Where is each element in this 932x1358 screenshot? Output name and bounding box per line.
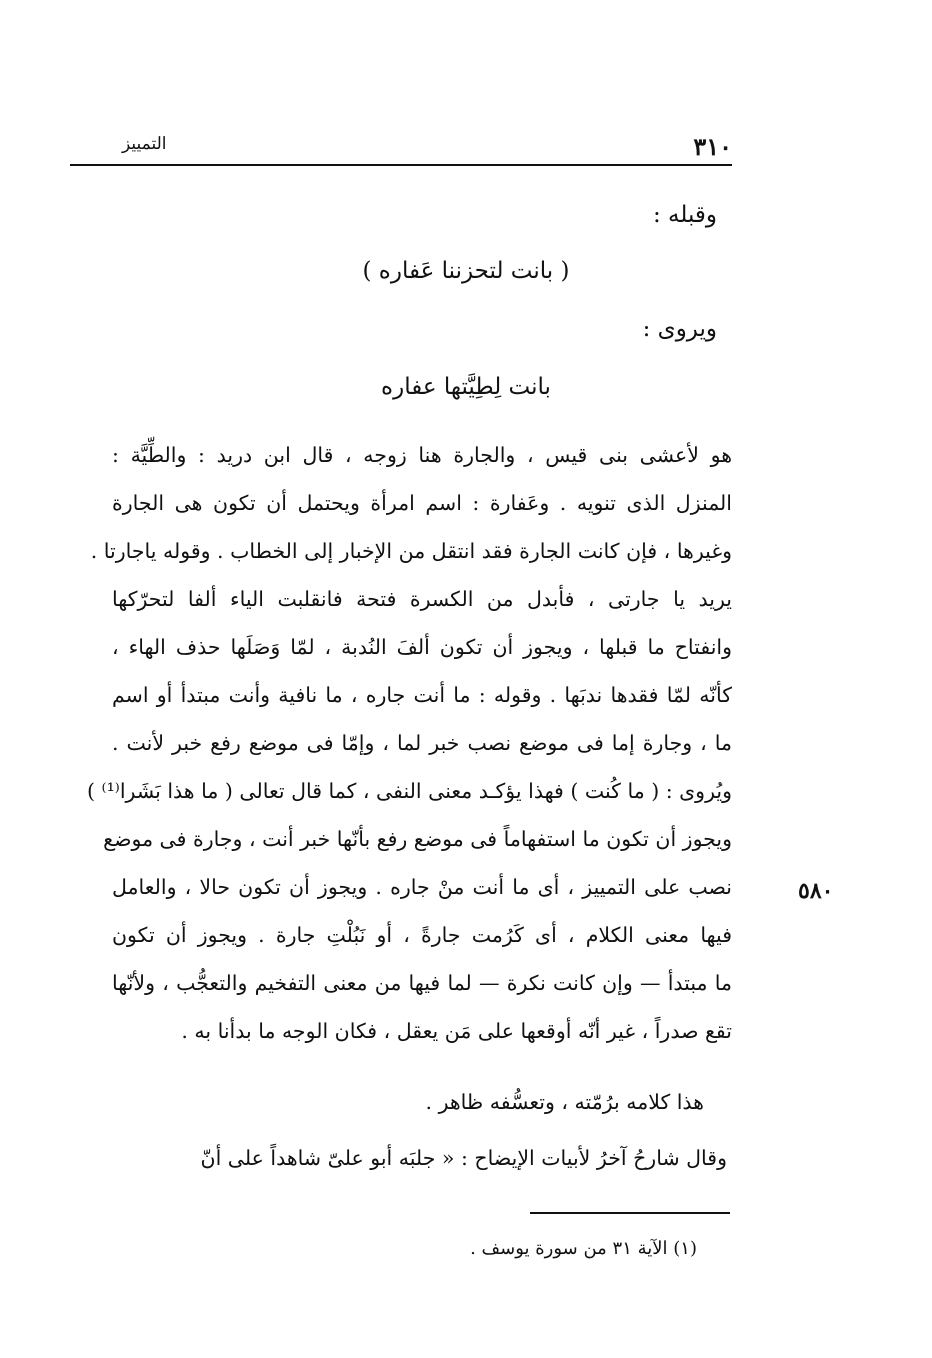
footnote-rule [530, 1212, 730, 1214]
margin-reference-number: ٥٨٠ [798, 878, 834, 904]
closing-remark: هذا كلامه برُمّته ، وتعسُّفه ظاهر . [425, 1090, 704, 1114]
paragraph-line: يريد يا جارتى ، فأبدل من الكسرة فتحة فانقلبت الياء ألفا لتحرّكها [112, 587, 732, 611]
page-number: ٣١٠ [693, 132, 732, 161]
paragraph-line: وغيرها ، فإن كانت الجارة فقد انتقل من الإخبار إلى الخطاب . وقوله ياجارتا . [90, 539, 732, 563]
paragraph-line: تقع صدراً ، غير أنّه أوقعها على مَن يعقل ، فكان الوجه ما بدأنا به . [181, 1019, 732, 1043]
paragraph-line: هو لأعشى بنى قيس ، والجارة هنا زوجه ، قال ابن دريد : والطِّيَّة : [112, 443, 732, 467]
paragraph-line: المنزل الذى تنويه . وعَفارة : اسم امرأة ويحتمل أن تكون هى الجارة [112, 491, 732, 515]
paragraph-line: ويجوز أن تكون ما استفهاماً فى موضع رفع بأنّها خبر أنت ، وجارة فى موضع [103, 827, 732, 851]
paragraph-line: وانفتاح ما قبلها ، ويجوز أن تكون ألفَ النُدبة ، لمّا وَصَلَها حذف الهاء ، [112, 635, 732, 659]
intro-before: وقبله : [652, 202, 717, 228]
running-title: التمييز [122, 134, 167, 154]
paragraph-line: ما ، وجارة إما فى موضع نصب خبر لما ، وإمّا فى موضع رفع خبر لأنت . [112, 731, 732, 755]
continuation-line: وقال شارحُ آخرُ لأبيات الإيضاح : « جلبَه أبو علىّ شاهداً على أنّ [200, 1146, 727, 1170]
paragraph-line: ويُروى : ( ما كُنت ) فهذا يؤكـد معنى النفى ، كما قال تعالى ( ما هذا بَشَرا⁽¹⁾ ) [87, 779, 732, 803]
footnote: (١) الآية ٣١ من سورة يوسف . [470, 1238, 697, 1259]
header-rule [70, 164, 732, 166]
verse-line-1: ( بانت لتحزننا عَفاره ) [362, 258, 570, 284]
paragraph-line: نصب على التمييز ، أى ما أنت منْ جاره . ويجوز أن تكون حالا ، والعامل [112, 875, 732, 899]
paragraph-line: فيها معنى الكلام ، أى كَرُمت جارةً ، أو نَبُلْتِ جارة . ويجوز أن تكون [112, 923, 732, 947]
page-header [70, 132, 732, 162]
paragraph-line: ما مبتدأ — وإن كانت نكرة — لما فيها من معنى التفخيم والتعجُّب ، ولأنّها [112, 971, 732, 995]
verse-line-2: بانت لِطِيَّتها عفاره [381, 374, 551, 400]
intro-variant: ويروى : [642, 316, 717, 342]
paragraph-line: كأنّه لمّا فقدها ندبَها . وقوله : ما أنت جاره ، ما نافية وأنت مبتدأ أو اسم [112, 683, 732, 707]
